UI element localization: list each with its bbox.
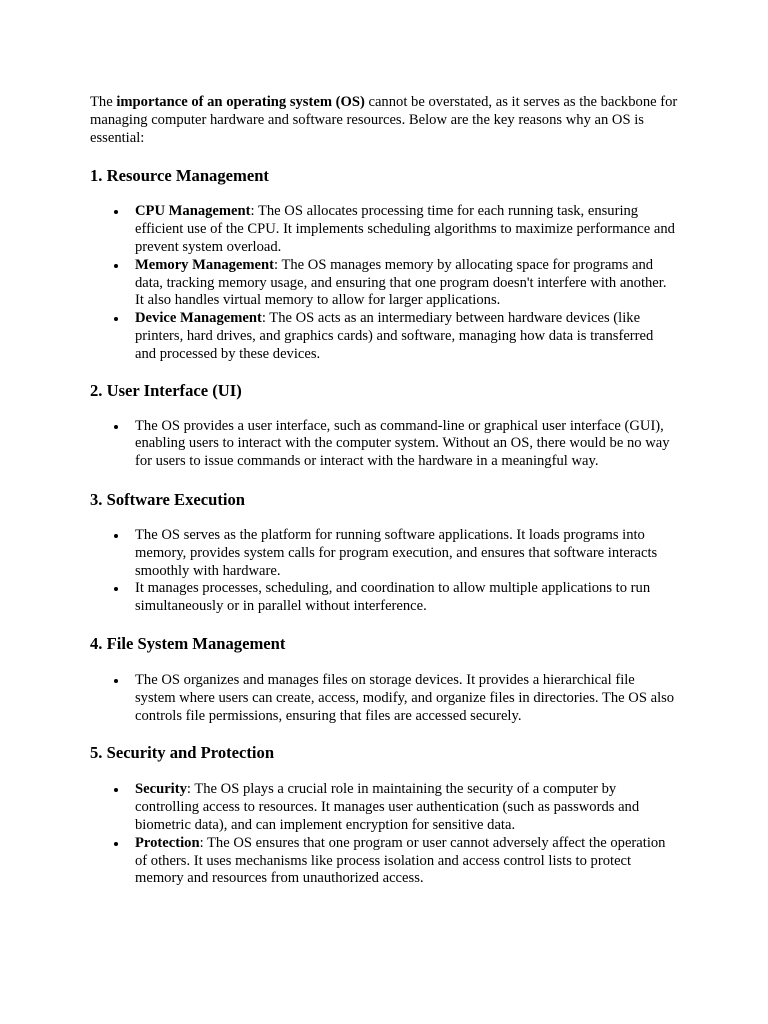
list-item: [135, 418, 678, 471]
section-title-security-protection: 5. Security and Protection: [90, 743, 275, 763]
section-title-user-interface: 2. User Interface (UI): [90, 380, 242, 400]
item-term: Security: [135, 781, 187, 798]
item-text: The OS organizes and manages files on storage devices. It provides a hierarchical file system where users can create, access, modify, and organize files in directories. The OS also controls file permissions, ensuring that files are accessed securely.: [135, 671, 675, 724]
intro-bold-phrase: importance of an operating system (OS): [116, 94, 365, 110]
item-text: : The OS ensures that one program or user cannot adversely affect the operation of others. It uses mechanisms like process isolation and access control lists to protect memory and resources from unauthorized access.: [135, 834, 666, 887]
list-item: [135, 781, 678, 834]
list-item: [135, 835, 678, 888]
item-term: Memory Management: [135, 256, 274, 273]
item-text: : The OS acts as an intermediary between hardware devices (like printers, hard drives, and graphics cards) and software, managing how data is transferred and processed by these devices.: [135, 310, 654, 362]
list-item: [135, 310, 678, 363]
section-title-file-system-management: 4. File System Management: [90, 633, 286, 653]
list-item: [135, 257, 678, 310]
section-title-software-execution: 3. Software Execution: [90, 489, 246, 509]
item-text: : The OS manages memory by allocating space for programs and data, tracking memory usage, and ensuring that one program doesn't interfere with another. It also handles virtual memory to allow for larger applications.: [135, 256, 667, 309]
item-text: The OS provides a user interface, such as command-line or graphical user interface (GUI), enabling users to interact with the computer system. Without an OS, there would be no way for users to issue commands or interact with the hardware in a meaningful way.: [135, 417, 670, 470]
section-list-user-interface: [90, 418, 678, 471]
intro-prefix: The: [90, 94, 117, 110]
item-term: Protection: [135, 834, 200, 851]
intro-paragraph: [90, 94, 678, 147]
item-text: It manages processes, scheduling, and coordination to allow multiple applications to run simultaneously or in parallel without interference.: [135, 580, 651, 615]
item-text: : The OS allocates processing time for each running task, ensuring efficient use of the CPU. It implements scheduling algorithms to maximize performance and prevent system overload.: [135, 203, 675, 255]
document-page: [90, 94, 678, 888]
section-list-security-protection: [90, 781, 678, 888]
item-text: The OS serves as the platform for running software applications. It loads programs into memory, provides system calls for program execution, and ensures that software interacts smoothly with hardware.: [135, 526, 658, 579]
list-item: [135, 672, 678, 725]
list-item: [135, 203, 678, 256]
list-item: [135, 527, 678, 580]
section-list-resource-management: [90, 203, 678, 363]
section-title-resource-management: 1. Resource Management: [90, 166, 269, 186]
item-term: Device Management: [135, 310, 262, 327]
section-list-file-system-management: [90, 672, 678, 725]
list-item: [135, 580, 678, 616]
item-term: CPU Management: [135, 203, 251, 220]
intro-suffix: cannot be overstated, as it serves as the backbone for managing computer hardware and software resources. Below are the key reasons why an OS is essential:: [90, 94, 678, 146]
section-list-software-execution: [90, 527, 678, 616]
item-text: : The OS plays a crucial role in maintaining the security of a computer by controlling access to resources. It manages user authentication (such as passwords and biometric data), and can implement encryption for sensitive data.: [135, 781, 640, 833]
